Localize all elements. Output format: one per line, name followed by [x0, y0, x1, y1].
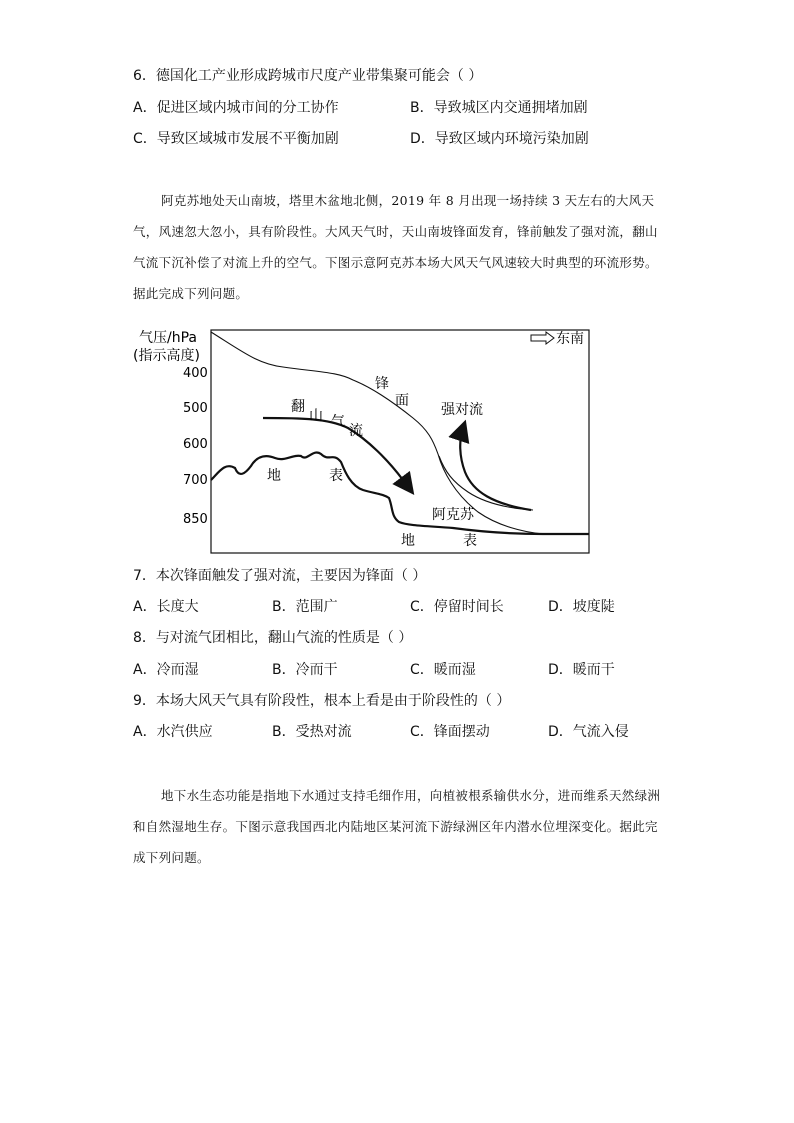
q9-option-c: C．锋面摆动 — [410, 724, 490, 740]
q6-option-a: A．促进区域内城市间的分工协作 — [133, 100, 339, 116]
direction-arrow-icon — [531, 332, 554, 344]
q7-option-c: C．停留时间长 — [410, 599, 504, 615]
q7-stem: 7．本次锋面触发了强对流，主要因为锋面（ ） — [133, 568, 427, 584]
q9-option-b: B．受热对流 — [272, 724, 352, 740]
y-axis-label-sub: (指示高度) — [133, 348, 200, 364]
mountain-flow-label-3: 气 — [331, 414, 345, 430]
front-lower-line — [439, 456, 533, 510]
q8-option-c: C．暖而湿 — [410, 662, 476, 678]
mountain-flow-label-4: 流 — [349, 423, 363, 439]
front-label-2: 面 — [395, 393, 409, 409]
tick-850: 850 — [183, 512, 208, 527]
q6-option-b: B．导致城区内交通拥堵加剧 — [410, 100, 588, 116]
city-label: 阿克苏 — [432, 507, 474, 523]
q9-stem: 9．本场大风天气具有阶段性，根本上看是由于阶段性的（ ） — [133, 693, 511, 709]
passage-groundwater-text: 地下水生态功能是指地下水通过支持毛细作用，向植被根系输供水分，进而维系天然绿洲和自然湿地生存。下图示意我国西北内陆地区某河流下游绿洲区年内潜水位埋深变化。据此完成下列问题。 — [133, 788, 661, 865]
surface-label-1: 地 — [267, 468, 281, 484]
q8-option-a: A．冷而湿 — [133, 662, 199, 678]
passage-aksu — [133, 185, 668, 309]
mountain-flow-label-1: 翻 — [291, 399, 305, 415]
tick-700: 700 — [183, 473, 208, 488]
q8-stem: 8．与对流气团相比，翻山气流的性质是（ ） — [133, 630, 413, 646]
q7-option-d: D．坡度陡 — [548, 599, 615, 615]
passage-groundwater — [133, 780, 668, 873]
tick-400: 400 — [183, 366, 208, 381]
q8-option-b: B．冷而干 — [272, 662, 338, 678]
q6-option-c: C．导致区域城市发展不平衡加剧 — [133, 131, 339, 147]
q6-stem: 6．德国化工产业形成跨城市尺度产业带集聚可能会（ ） — [133, 68, 483, 84]
q8-option-d: D．暖而干 — [548, 662, 615, 678]
q6-option-d: D．导致区域内环境污染加剧 — [410, 131, 589, 147]
tick-600: 600 — [183, 437, 208, 452]
circulation-diagram — [133, 322, 593, 558]
q9-option-a: A．水汽供应 — [133, 724, 213, 740]
convection-label: 强对流 — [441, 402, 483, 418]
q7-option-b: B．范围广 — [272, 599, 338, 615]
mountain-flow-label-2: 山 — [309, 408, 323, 424]
q7-option-a: A．长度大 — [133, 599, 199, 615]
surface2-label-1: 地 — [401, 533, 415, 549]
direction-label: 东南 — [556, 331, 584, 347]
surface-terrain — [211, 452, 589, 534]
passage-aksu-text: 阿克苏地处天山南坡，塔里木盆地北侧，2019 年 8 月出现一场持续 3 天左右的大风天气，风速忽大忽小，具有阶段性。大风天气时，天山南坡锋面发育，锋前触发了强对流，翻山气流下沉补偿了对流上升的空气。下图示意阿克苏本场大风天气风速较大时典型的环流形势。据此完成下列问题。 — [133, 193, 658, 301]
convection-arrow — [460, 428, 531, 510]
y-axis-label: 气压/hPa — [139, 330, 197, 346]
front-label-1: 锋 — [375, 376, 389, 392]
tick-500: 500 — [183, 401, 208, 416]
surface-label-2: 表 — [329, 468, 343, 484]
q9-option-d: D．气流入侵 — [548, 724, 629, 740]
surface2-label-2: 表 — [463, 533, 477, 549]
